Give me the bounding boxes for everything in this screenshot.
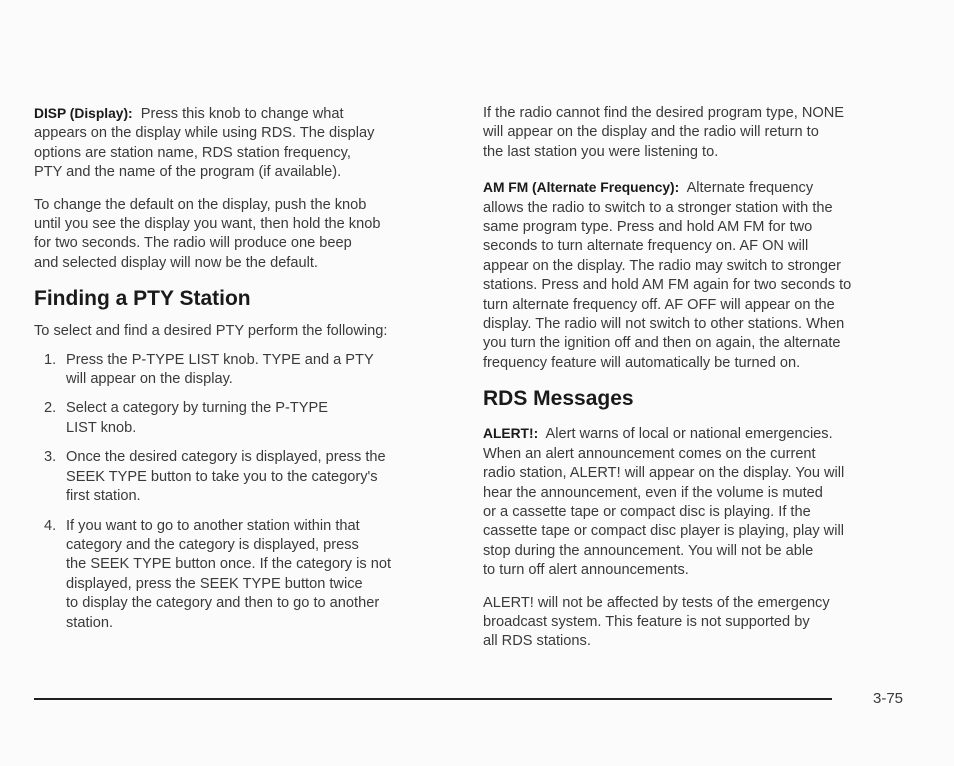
alert-text: Alert warns of local or national emergencies. When an alert announcement comes on the current radio station, ALERT! will appear on the display. You will hear the announcement, even if the volume is muted or a cassette tape or compact disc is playing. If the cassette tape or compact disc player is playing, play will stop during the announcement. You will not be able to turn off alert announcements. [483, 426, 845, 579]
list-item [34, 517, 452, 633]
disp-term: DISP (Display): [34, 106, 133, 121]
list-item [34, 399, 452, 438]
step-text: Press the P-TYPE LIST knob. TYPE and a PTY will appear on the display. [66, 351, 374, 388]
none-paragraph: If the radio cannot find the desired program type, NONE will appear on the display and the radio will return to the last station you were listening to. [483, 105, 844, 160]
amfm-text: Alternate frequency allows the radio to switch to a stronger station with the same program type. Press and hold AM FM for two seconds to turn alternate frequency on. AF ON will appear on the display. The radio may switch to stronger stations. Press and hold AM FM again for two seconds to turn alternate frequency off. AF OFF will appear on the display. The radio will not switch to other stations. When you turn the ignition off and then on again, the alternate frequency feature will automatically be turned on. [483, 180, 852, 371]
disp-paragraph [34, 104, 452, 183]
alert-term: ALERT!: [483, 426, 539, 442]
step-number: 3. [44, 449, 57, 466]
finding-pty-heading: Finding a PTY Station [34, 287, 251, 311]
disp-text: Press this knob to change what appears on the display while using RDS. The display options are station name, RDS station frequency, PTY and the name of the program (if available). [34, 106, 375, 181]
amfm-term: AM FM (Alternate Frequency): [483, 180, 680, 196]
step-text: Once the desired category is displayed, press the SEEK TYPE button to take you to the category's first station. [66, 449, 386, 505]
alert-tests-paragraph: ALERT! will not be affected by tests of the emergency broadcast system. This feature is not supported by all RDS stations. [483, 594, 830, 650]
amfm-paragraph [483, 178, 911, 373]
pty-intro: To select and find a desired PTY perform the following: [34, 323, 388, 340]
step-text: Select a category by turning the P-TYPE LIST knob. [66, 400, 329, 436]
change-default-paragraph: To change the default on the display, push the knob until you see the display you want, then hold the knob for two seconds. The radio will produce one beep and selected display will now be the default. [34, 196, 381, 271]
rds-messages-heading: RDS Messages [483, 387, 634, 411]
list-item [34, 351, 452, 390]
list-item [34, 448, 452, 506]
step-number: 4. [44, 517, 57, 534]
step-number: 2. [44, 400, 57, 417]
step-number: 1. [44, 351, 57, 368]
footer-rule [34, 698, 832, 700]
right-column [483, 104, 911, 665]
step-text: If you want to go to another station within that category and the category is displayed, press the SEEK TYPE button once. If the category is not displayed, press the SEEK TYPE button twice to display the category and then to go to another station. [66, 517, 392, 631]
page-number: 3-75 [873, 690, 904, 707]
left-column [34, 104, 452, 643]
alert-paragraph [483, 424, 911, 580]
pty-steps-list [34, 351, 452, 633]
